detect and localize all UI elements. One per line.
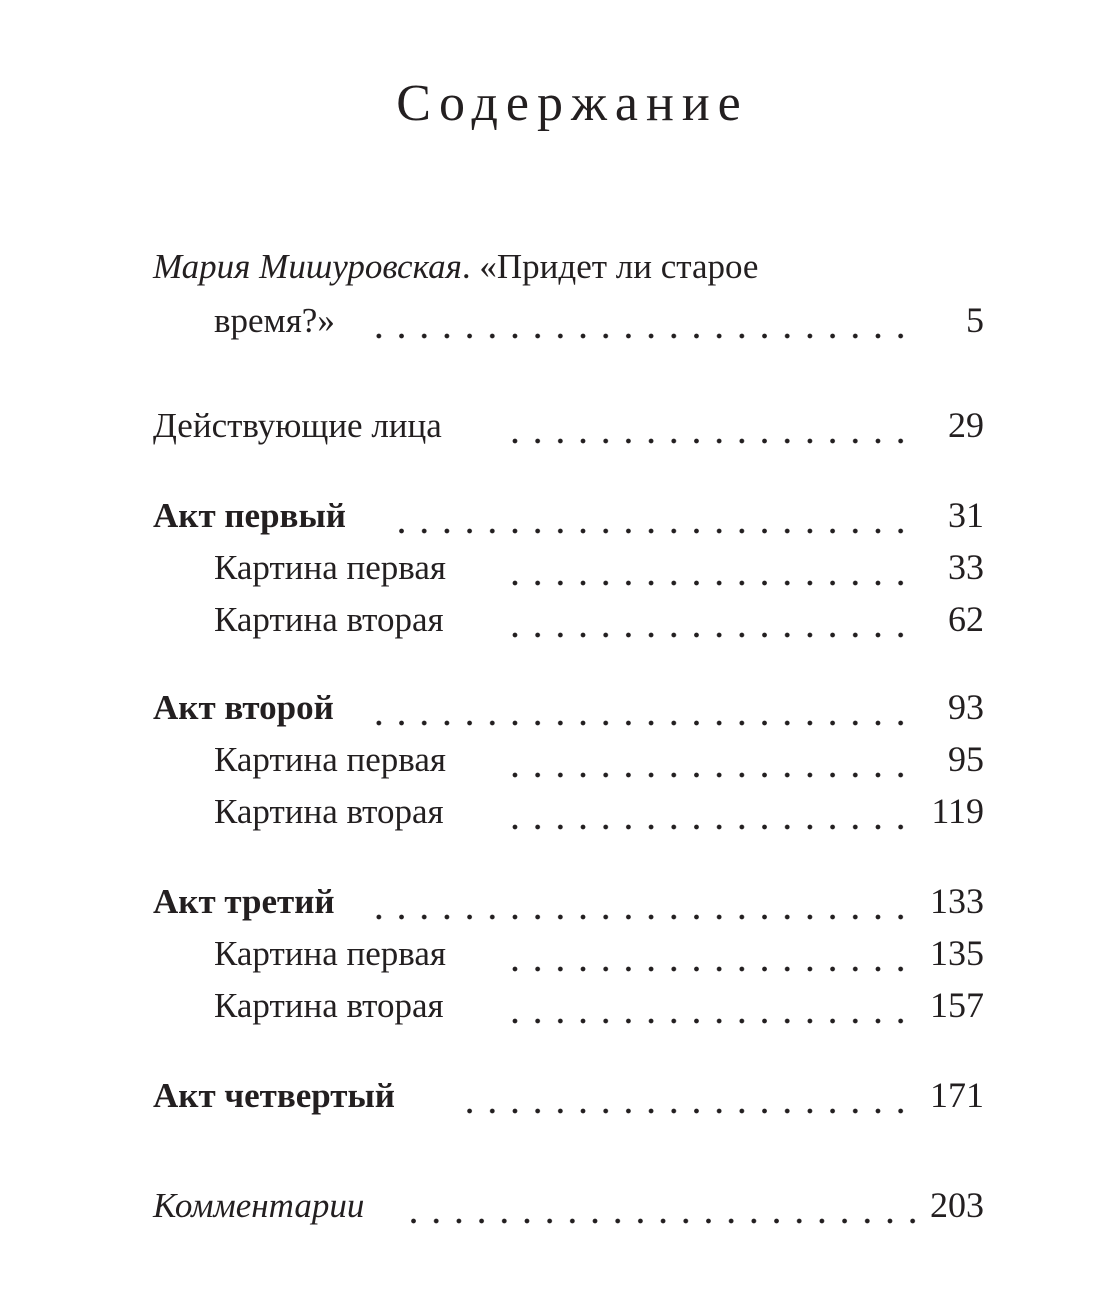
dot-leader — [368, 719, 912, 727]
page-number: 203 — [930, 1185, 984, 1225]
toc-entry-label: Акт второй — [153, 688, 334, 727]
essay-title-line2: время?» — [214, 301, 335, 340]
essay-title-line1: «Придет ли старое — [479, 247, 759, 286]
toc-entry-label: Акт четвертый — [153, 1076, 395, 1115]
toc-entry-comments[interactable] — [0, 1185, 1110, 1235]
dot-leader — [368, 913, 912, 921]
toc-entry-label: Действующие лица — [153, 406, 442, 445]
toc-entry-essay[interactable] — [0, 246, 1110, 296]
dot-leader — [386, 527, 912, 535]
dot-leader — [496, 1017, 912, 1025]
toc-entry-characters[interactable] — [0, 405, 1110, 455]
toc-entry-act-4[interactable] — [0, 1075, 1110, 1125]
page-number: 95 — [948, 739, 984, 779]
page-number: 119 — [931, 791, 984, 831]
toc-entry-act-2[interactable] — [0, 687, 1110, 737]
page-number: 157 — [930, 985, 984, 1025]
dot-leader — [496, 771, 912, 779]
dot-leader — [452, 1107, 912, 1115]
toc-entry-act-2-scene-1[interactable] — [0, 739, 1110, 789]
page-number: 62 — [948, 599, 984, 639]
toc-entry-act-1-scene-2[interactable] — [0, 599, 1110, 649]
page-number: 171 — [930, 1075, 984, 1115]
dot-leader — [496, 965, 912, 973]
toc-entry-act-3[interactable] — [0, 881, 1110, 931]
dot-leader — [496, 823, 912, 831]
toc-entry-label: Акт третий — [153, 882, 335, 921]
toc-entry-label: Картина вторая — [214, 600, 444, 639]
dot-leader — [496, 631, 912, 639]
toc-entry-label: Картина первая — [214, 740, 446, 779]
toc-entry-essay-continued[interactable] — [0, 300, 1110, 350]
toc-entry-act-3-scene-2[interactable] — [0, 985, 1110, 1035]
page-number: 133 — [930, 881, 984, 921]
page-number: 31 — [948, 495, 984, 535]
dot-leader — [496, 579, 912, 587]
page-number: 135 — [930, 933, 984, 973]
page-number: 5 — [966, 300, 984, 340]
toc-entry-act-2-scene-2[interactable] — [0, 791, 1110, 841]
toc-entry-act-3-scene-1[interactable] — [0, 933, 1110, 983]
toc-entry-label: Картина первая — [214, 548, 446, 587]
toc-entry-label: Картина вторая — [214, 986, 444, 1025]
toc-entry-act-1-scene-1[interactable] — [0, 547, 1110, 597]
page-title: Содержание — [396, 75, 749, 132]
toc-entry-label: Мария Мишуровская. «Придет ли старое — [153, 247, 759, 286]
dot-leader — [500, 437, 912, 445]
page-number: 33 — [948, 547, 984, 587]
toc-entry-label: Картина первая — [214, 934, 446, 973]
dot-leader — [372, 332, 912, 340]
toc-entry-label: Комментарии — [153, 1186, 365, 1225]
page-number: 29 — [948, 405, 984, 445]
dot-leader — [410, 1217, 924, 1225]
page-number: 93 — [948, 687, 984, 727]
toc-entry-label: Акт первый — [153, 496, 346, 535]
essay-author: Мария Мишуровская — [153, 247, 462, 286]
toc-entry-label: Картина вторая — [214, 792, 444, 831]
toc-entry-act-1[interactable] — [0, 495, 1110, 545]
